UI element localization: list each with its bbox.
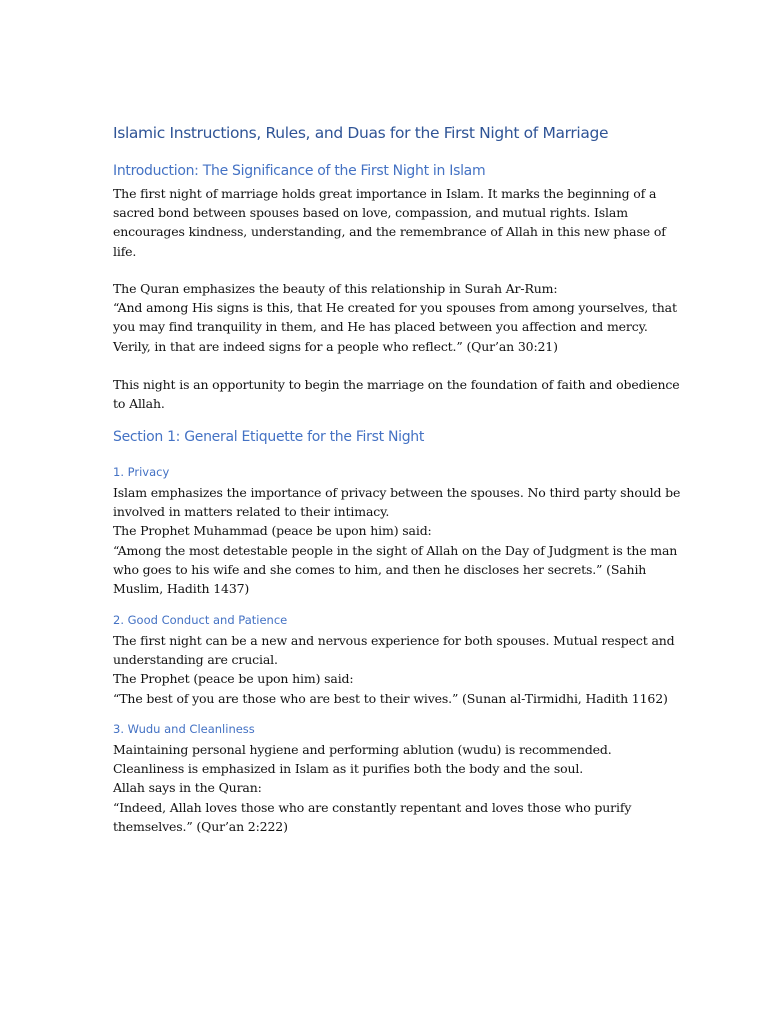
text-line: encourages kindness, understanding, and the remembrance of Allah in this new phase of	[113, 224, 666, 240]
text-line: Islam emphasizes the importance of privacy between the spouses. No third party should be	[113, 485, 681, 500]
intro-paragraph-1	[113, 184, 666, 261]
text-line: The Quran emphasizes the beauty of this relationship in Surah Ar-Rum:	[113, 281, 558, 296]
text-line: understanding are crucial.	[113, 652, 278, 668]
text-line: Maintaining personal hygiene and performing ablution (wudu) is recommended.	[113, 742, 612, 757]
intro-paragraph-2	[113, 279, 677, 356]
privacy-heading: 1. Privacy	[113, 465, 170, 479]
text-line: The first night of marriage holds great importance in Islam. It marks the beginning of a	[113, 186, 657, 201]
text-line: This night is an opportunity to begin the marriage on the foundation of faith and obedience	[113, 377, 680, 392]
section1-heading: Section 1: General Etiquette for the First Night	[113, 429, 425, 445]
intro-paragraph-3	[113, 375, 680, 413]
text-line: to Allah.	[113, 396, 165, 412]
text-line: sacred bond between spouses based on love, compassion, and mutual rights. Islam	[113, 205, 628, 221]
text-line: “Among the most detestable people in the sight of Allah on the Day of Judgment is the man	[113, 542, 678, 558]
text-line: Cleanliness is emphasized in Islam as it purifies both the body and the soul.	[113, 761, 584, 777]
text-line: Allah says in the Quran:	[113, 780, 262, 796]
text-line: Muslim, Hadith 1437)	[113, 581, 250, 597]
text-line: The first night can be a new and nervous experience for both spouses. Mutual respect and	[113, 633, 675, 648]
intro-heading: Introduction: The Significance of the First Night in Islam	[113, 163, 486, 179]
wudu-heading: 3. Wudu and Cleanliness	[113, 722, 255, 736]
wudu-paragraph	[113, 740, 658, 836]
privacy-paragraph	[113, 483, 681, 598]
text-line: The Prophet (peace be upon him) said:	[113, 671, 354, 687]
text-line: life.	[113, 243, 137, 259]
conduct-paragraph	[113, 631, 675, 708]
document-title: Islamic Instructions, Rules, and Duas for the First Night of Marriage	[113, 124, 609, 142]
text-line: Verily, in that are indeed signs for a people who reflect.” (Qur’an 30:21)	[113, 338, 558, 354]
conduct-heading: 2. Good Conduct and Patience	[113, 613, 288, 627]
text-line: involved in matters related to their intimacy.	[113, 504, 390, 520]
text-line: “And among His signs is this, that He created for you spouses from among yourselves, that	[113, 300, 677, 316]
text-line: “Indeed, Allah loves those who are constantly repentant and loves those who purify	[113, 799, 632, 815]
text-line: themselves.” (Qur’an 2:222)	[113, 818, 288, 834]
text-line: The Prophet Muhammad (peace be upon him) said:	[113, 523, 432, 539]
text-line: “The best of you are those who are best to their wives.” (Sunan al-Tirmidhi, Hadith 1162)	[113, 690, 668, 706]
text-line: who goes to his wife and she comes to him, and then he discloses her secrets.” (Sahih	[113, 561, 647, 577]
text-line: you may find tranquility in them, and He has placed between you affection and mercy.	[113, 319, 648, 335]
